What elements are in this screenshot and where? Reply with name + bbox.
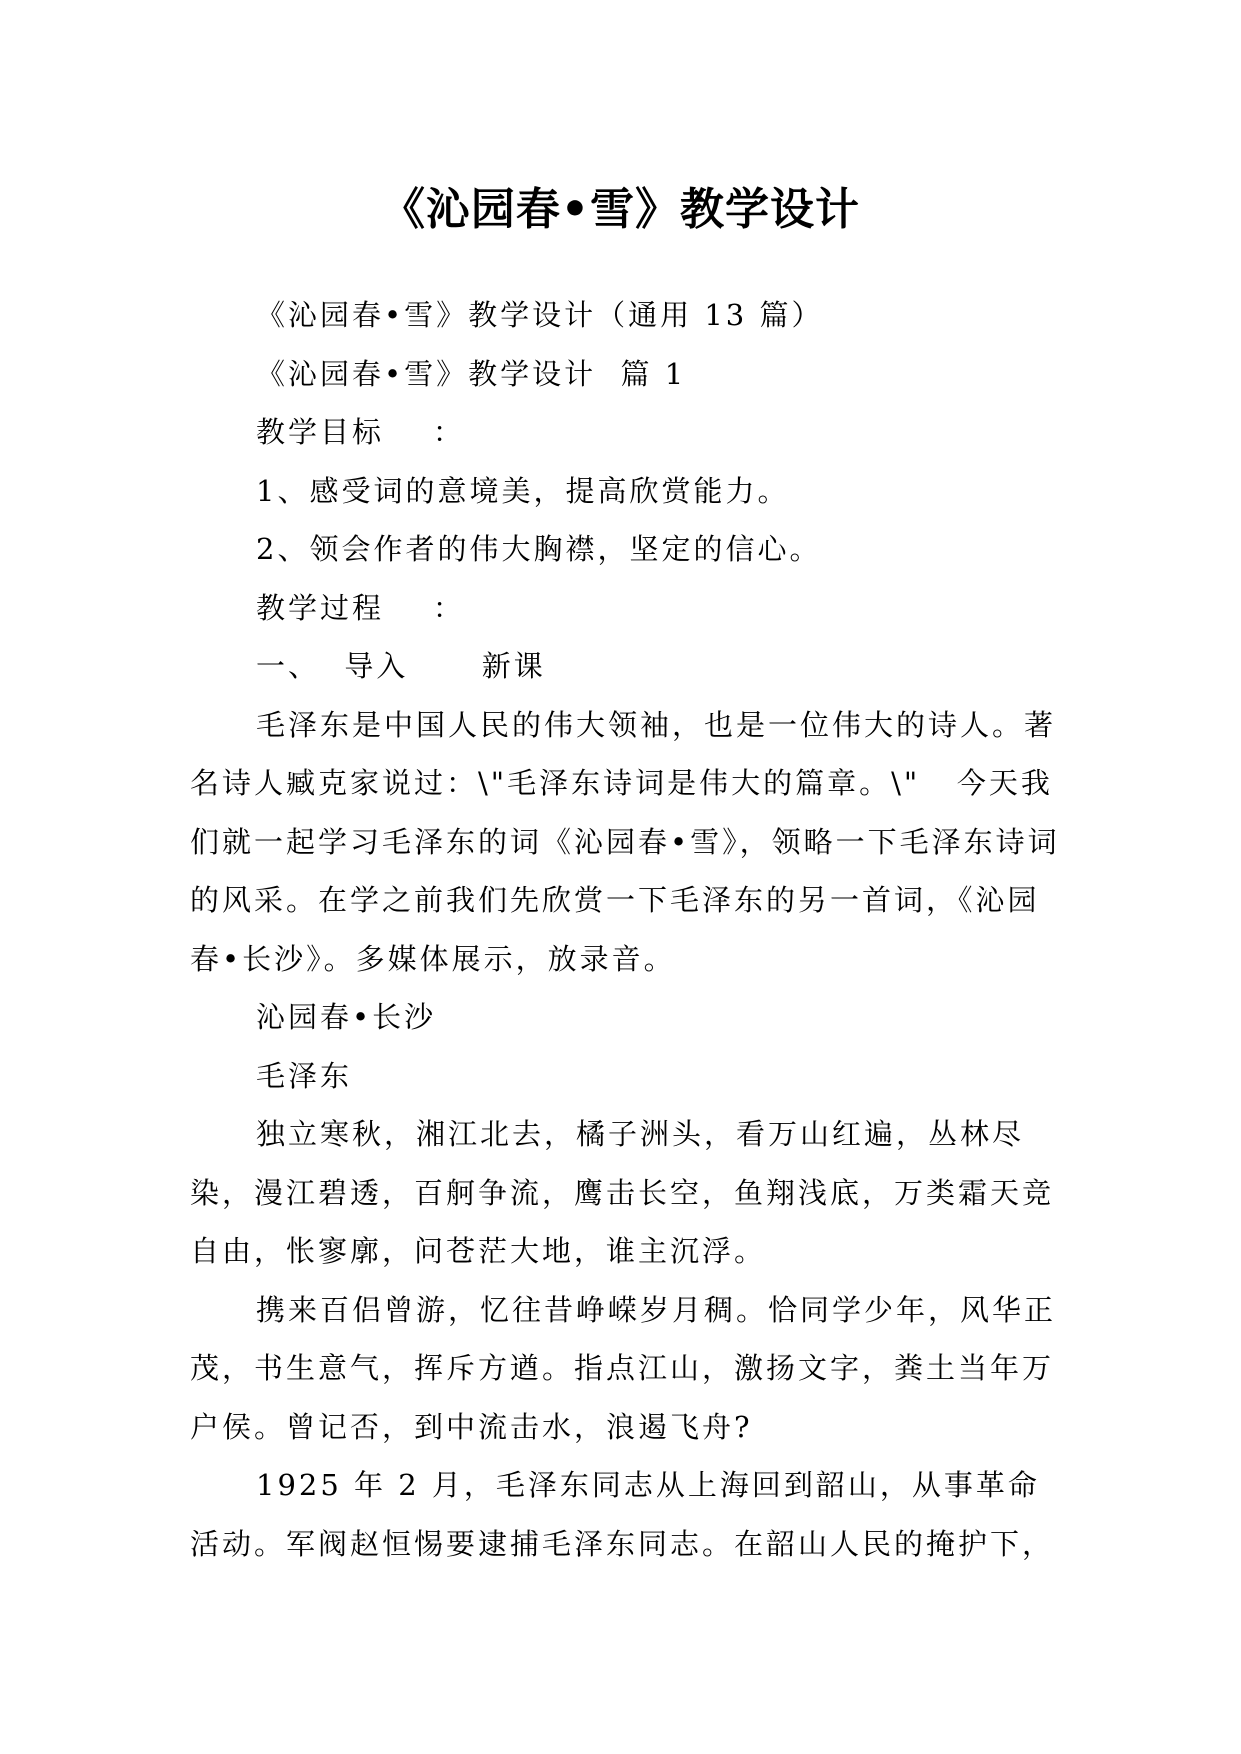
paragraph: 教学过程 ： xyxy=(256,590,465,625)
paragraph: 毛泽东是中国人民的伟大领袖，也是一位伟大的诗人。著名诗人臧克家说过：\"毛泽东诗词是伟大的篇章。\" 今天我们就一起学习毛泽东的词《沁园春•雪》，领略一下毛泽东诗词的风采。在学之前我们先欣赏一下毛泽东的另一首词，《沁园春•长沙》。多媒体展示，放录音。 xyxy=(190,707,1060,976)
document-body xyxy=(190,286,1070,1573)
paragraph: 一、 导入 新课 xyxy=(256,649,546,683)
paragraph: 《沁园春•雪》教学设计（通用 13 篇） xyxy=(256,298,824,332)
paragraph: 2、领会作者的伟大胸襟，坚定的信心。 xyxy=(256,532,822,566)
document-title: 《沁园春•雪》教学设计 xyxy=(380,184,861,236)
paragraph: 教学目标 ： xyxy=(256,415,465,449)
paragraph: 独立寒秋，湘江北去，橘子洲头，看万山红遍，丛林尽染，漫江碧透，百舸争流，鹰击长空，鱼翔浅底，万类霜天竞自由，怅寥廓，问苍茫大地，谁主沉浮。 xyxy=(190,1117,1055,1268)
paragraph: 携来百侣曾游，忆往昔峥嵘岁月稠。恰同学少年，风华正茂，书生意气，挥斥方遒。指点江山，激扬文字，粪土当年万户侯。曾记否，到中流击水，浪遏飞舟? xyxy=(190,1292,1057,1444)
paragraph: 1、感受词的意境美，提高欣赏能力。 xyxy=(256,473,790,508)
paragraph: 毛泽东 xyxy=(256,1058,353,1093)
paragraph: 沁园春•长沙 xyxy=(256,1000,437,1034)
paragraph: 1925 年 2 月，毛泽东同志从上海回到韶山，从事革命活动。军阀赵恒惕要逮捕毛泽东同志。在韶山人民的掩护下， xyxy=(190,1468,1055,1561)
paragraph: 《沁园春•雪》教学设计 篇 1 xyxy=(256,356,687,391)
